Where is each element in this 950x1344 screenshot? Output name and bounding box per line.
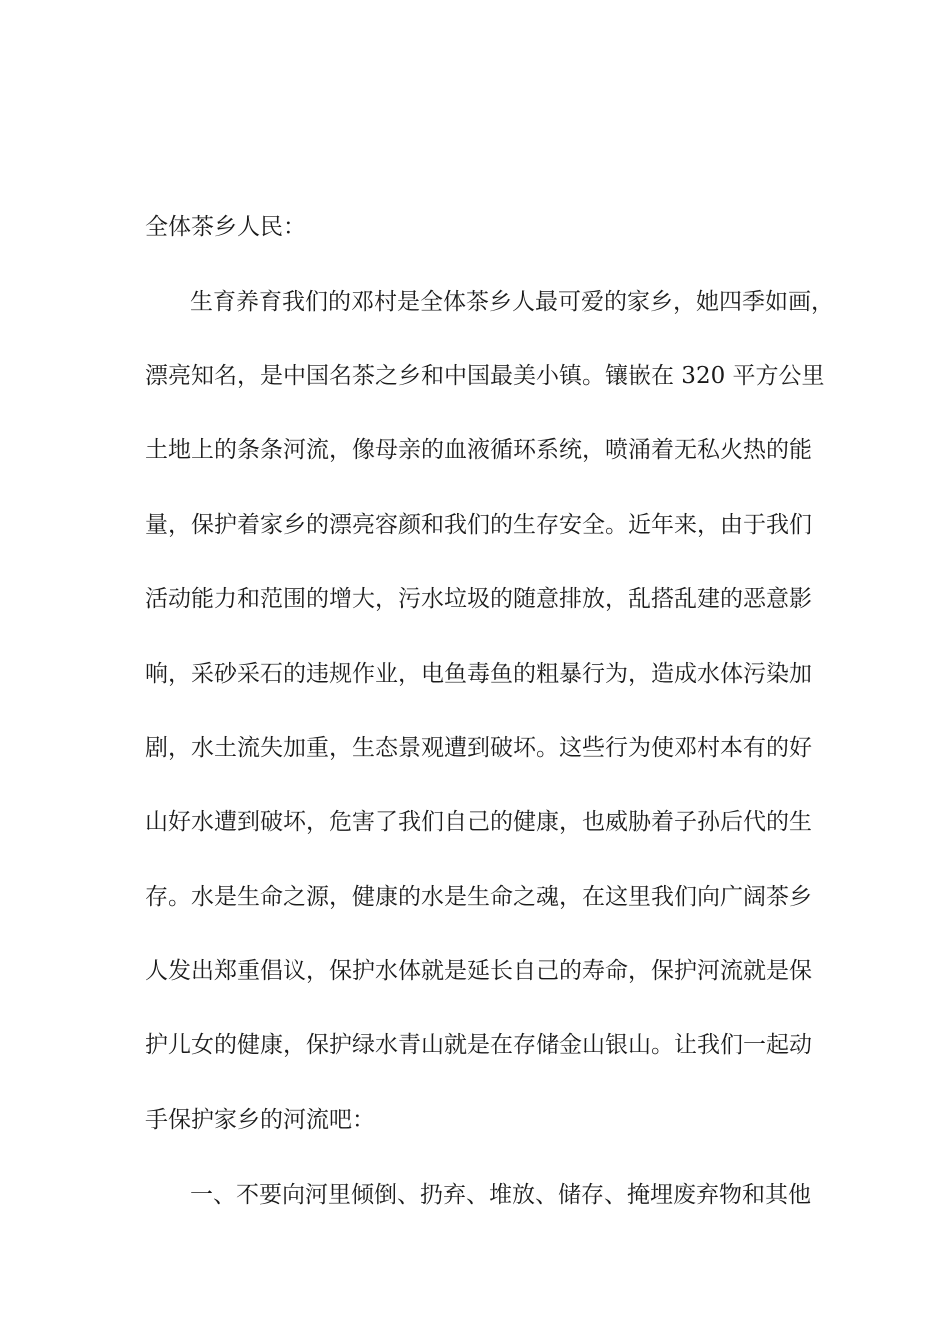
paragraph-line: 响，采砂采石的违规作业，电鱼毒鱼的粗暴行为，造成水体污染加 — [145, 661, 812, 687]
paragraph-line: 生育养育我们的邓村是全体茶乡人最可爱的家乡，她四季如画， — [190, 289, 834, 315]
paragraph-line: 活动能力和范围的增大，污水垃圾的随意排放，乱搭乱建的恶意影 — [145, 586, 812, 612]
paragraph-line: 量，保护着家乡的漂亮容颜和我们的生存安全。近年来，由于我们 — [145, 512, 812, 538]
paragraph-line: 存。水是生命之源，健康的水是生命之魂，在这里我们向广阔茶乡 — [145, 884, 812, 910]
paragraph-line: 剧，水土流失加重，生态景观遭到破坏。这些行为使邓村本有的好 — [145, 735, 812, 761]
paragraph-line: 人发出郑重倡议，保护水体就是延长自己的寿命，保护河流就是保 — [145, 958, 812, 984]
paragraph-line: 土地上的条条河流，像母亲的血液循环系统，喷涌着无私火热的能 — [145, 437, 812, 463]
paragraph-line-last: 手保护家乡的河流吧： — [145, 1107, 375, 1133]
paragraph-line: 护儿女的健康，保护绿水青山就是在存储金山银山。让我们一起动 — [145, 1032, 812, 1058]
list-item-line: 一、不要向河里倾倒、扔弃、堆放、储存、掩埋废弃物和其他 — [190, 1182, 811, 1208]
paragraph-line: 山好水遭到破坏，危害了我们自己的健康，也威胁着子孙后代的生 — [145, 809, 812, 835]
salutation: 全体茶乡人民： — [145, 214, 306, 240]
paragraph-line: 漂亮知名，是中国名茶之乡和中国最美小镇。镶嵌在 320 平方公里 — [145, 363, 825, 389]
